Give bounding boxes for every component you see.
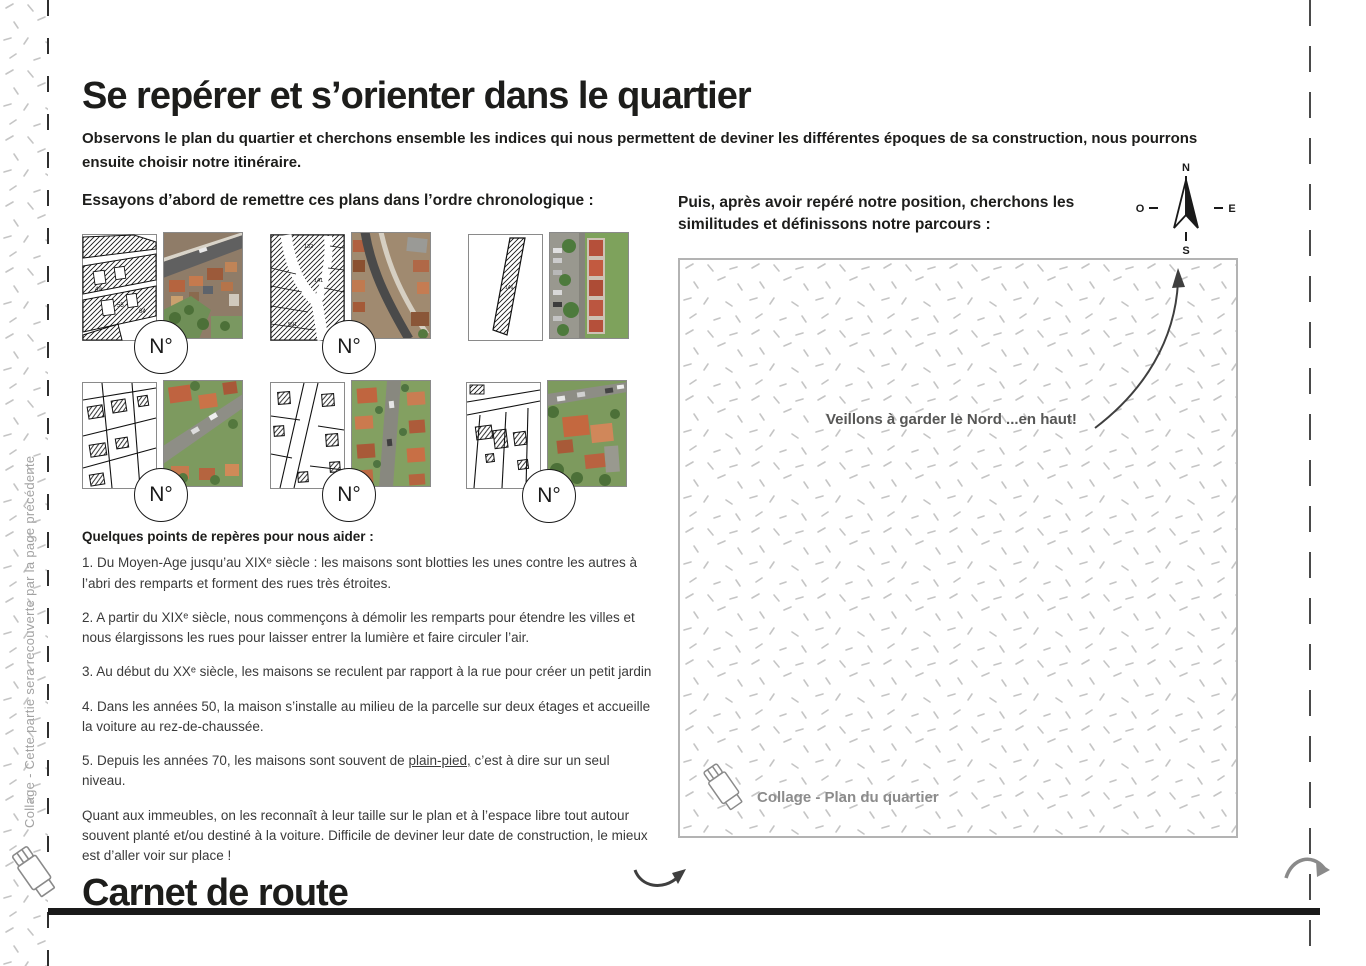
glue-stick-icon [698, 758, 754, 824]
right-column-heading: Puis, après avoir repéré notre position, cherchons les similitudes et définissons notre parcours : [678, 194, 1075, 234]
plan-photo-pair-4 [82, 380, 262, 540]
number-badge[interactable]: N° [134, 320, 188, 374]
compass-west-label: O [1135, 203, 1145, 215]
compass-east-label: E [1228, 203, 1236, 215]
number-badge[interactable]: N° [322, 320, 376, 374]
glue-stick-icon [6, 840, 66, 910]
helper-item-3: 3. Au début du XXᵉ siècle, les maisons se reculent par rapport à la rue pour créer un petit jardin [82, 664, 652, 680]
helper-item-2: 2. A partir du XIXᵉ siècle, nous commençons à démolir les remparts pour étendre les villes et nous élargissons les rues pour laisser entrer la lumière et faire circuler l’air. [82, 609, 635, 645]
sidebar-vertical-note: Collage - Cette partie sera recouverte par la page précédente [22, 455, 37, 828]
compass-rose-icon [1134, 160, 1238, 256]
helper-notes [82, 527, 654, 880]
north-reminder-note: Veillons à garder le Nord ...en haut! [826, 411, 1077, 428]
parcel-number: 146 [505, 285, 514, 291]
underlined-term: plain-pied, [408, 753, 471, 768]
plan-photo-pair-1 [82, 232, 262, 392]
plan-photo-pair-2 [270, 232, 450, 392]
page-turn-arrow-icon [1282, 848, 1332, 884]
cadastral-plan-thumbnail [466, 382, 541, 489]
compass-north-label: N [1182, 162, 1190, 174]
parcel-number: 591 [288, 322, 298, 328]
helper-item-1: 1. Du Moyen-Age jusqu’au XIXᵉ siècle : les maisons sont blotties les unes contre les autres à l’abri des remparts et forment des rues très étroites. [82, 555, 638, 591]
plan-photo-pair-6 [466, 380, 646, 540]
plan-photo-pair-3 [468, 232, 648, 392]
number-badge[interactable]: N° [134, 468, 188, 522]
fold-dashed-line-right [1309, 0, 1311, 966]
helper-closing: Quant aux immeubles, on les reconnaît à leur taille sur le plan et à l’espace libre tout autour souvent planté et/ou destiné à la voiture. Difficile de deviner leur date de construction, le mieux est d’aller voir sur place ! [82, 807, 648, 863]
collage-caption: Collage - Plan du quartier [757, 789, 939, 806]
left-column-heading: Essayons d’abord de remettre ces plans dans l’ordre chronologique : [82, 192, 594, 209]
helper-item-4: 4. Dans les années 50, la maison s’installe au milieu de la parcelle sur deux étages et accueille la voiture au rez-de-chaussée. [82, 698, 651, 734]
parcel-number: 49 [95, 287, 102, 293]
cadastral-plan-thumbnail [468, 234, 543, 341]
helper-heading: Quelques points de repères pour nous aider : [82, 529, 374, 544]
number-badge[interactable]: N° [522, 469, 576, 523]
parcel-number: 132 [304, 244, 314, 250]
helper-item-5: 5. Depuis les années 70, les maisons sont souvent de plain-pied, c’est à dire sur un seul niveau. [82, 753, 610, 789]
parcel-number: 64 [139, 309, 146, 315]
number-badge[interactable]: N° [322, 468, 376, 522]
plan-photo-pair-5 [270, 380, 450, 540]
aerial-photo-thumbnail [549, 232, 629, 339]
footer-section-title: Carnet de route [82, 872, 348, 914]
swoosh-arrow-icon [632, 864, 690, 894]
fold-dashed-line-left [47, 0, 49, 966]
curved-arrow-to-north-icon [680, 260, 1236, 836]
intro-paragraph: Observons le plan du quartier et cherchons ensemble les indices qui nous permettent de deviner les différentes époques de sa construction, nous pourrons ensuite choisir notre itinéraire. [82, 130, 1198, 171]
parcel-number: 55 [117, 303, 124, 309]
parcel-number: 141 [314, 278, 324, 284]
compass-south-label: S [1182, 245, 1190, 256]
page-title: Se repérer et s’orienter dans le quartier [82, 75, 751, 118]
collage-panel[interactable] [678, 258, 1238, 838]
